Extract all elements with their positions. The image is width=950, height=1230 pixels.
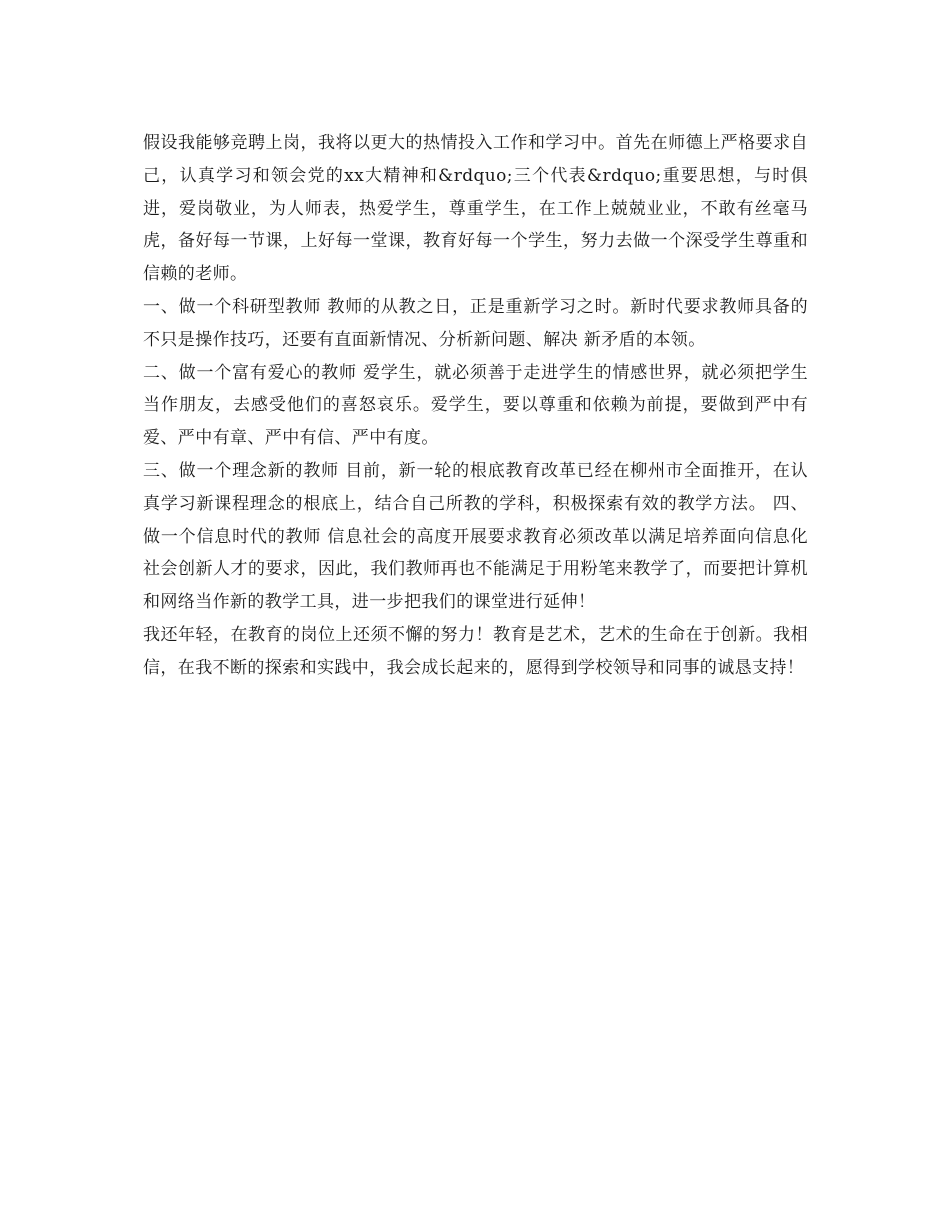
document-body: [143, 127, 808, 685]
paragraph-point-two: 二、做一个富有爱心的教师 爱学生，就必须善于走进学生的情感世界，就必须把学生当作朋友，去感受他们的喜怒哀乐。爱学生，要以尊重和依赖为前提，要做到严中有爱、严中有章、严中有信、严中有度。: [143, 362, 808, 449]
paragraph-conclusion: 我还年轻，在教育的岗位上还须不懈的努力！教育是艺术，艺术的生命在于创新。我相信，在我不断的探索和实践中，我会成长起来的，愿得到学校领导和同事的诚恳支持！: [143, 624, 808, 678]
paragraph-point-three-four: 三、做一个理念新的教师 目前，新一轮的根底教育改革已经在柳州市全面推开，在认真学习新课程理念的根底上，结合自己所教的学科，积极探索有效的教学方法。 四、做一个信息时代的教师 信息社会的高度开展要求教育必须改革以满足培养面向信息化社会创新人才的要求，因此，我们教师再也不能满足于用粉笔来教学了，而要把计算机和网络当作新的教学工具，进一步把我们的课堂进行延伸！: [143, 460, 808, 613]
paragraph-point-one: 一、做一个科研型教师 教师的从教之日，正是重新学习之时。新时代要求教师具备的不只是操作技巧，还要有直面新情况、分析新问题、解决 新矛盾的本领。: [143, 296, 808, 350]
paragraph-intro: 假设我能够竞聘上岗，我将以更大的热情投入工作和学习中。首先在师德上严格要求自己，认真学习和领会党的xx大精神和&rdquo;三个代表&rdquo;重要思想，与时俱进，爱岗敬业，为人师表，热爱学生，尊重学生，在工作上兢兢业业，不敢有丝毫马虎，备好每一节课，上好每一堂课，教育好每一个学生，努力去做一个深受学生尊重和信赖的老师。: [143, 133, 808, 285]
